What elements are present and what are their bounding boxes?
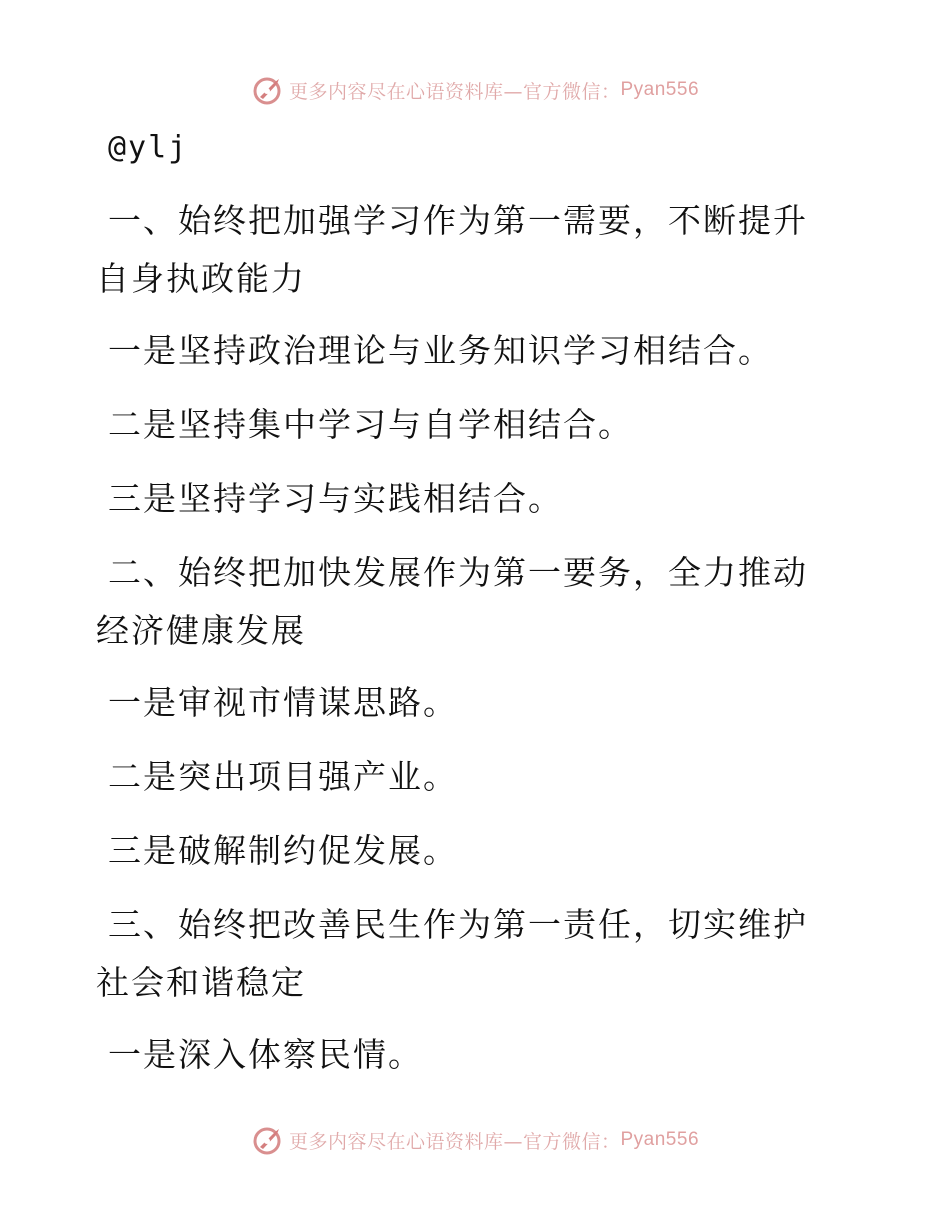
watermark-text: 更多内容尽在心语资料库—官方微信：: [288, 80, 621, 103]
section-heading-1: 一、始终把加强学习作为第一需要，不断提升自身执政能力: [96, 201, 808, 298]
list-item: 一是坚持政治理论与业务知识学习相结合。: [108, 331, 773, 370]
document-body: [96, 122, 836, 1100]
watermark-text: 更多内容尽在心语资料库—官方微信：: [288, 1130, 621, 1153]
list-item: 一是深入体察民情。: [108, 1035, 423, 1074]
watermark-banner-top: [0, 72, 950, 108]
list-item: 三是破解制约促发展。: [108, 831, 458, 870]
section-heading-2: 二、始终把加快发展作为第一要务，全力推动经济健康发展: [96, 553, 808, 650]
list-item: 三是坚持学习与实践相结合。: [108, 479, 563, 518]
pen-logo-icon: [251, 73, 285, 107]
watermark-banner-bottom: [0, 1122, 950, 1158]
author-tag: @ylj: [108, 130, 189, 165]
list-item: 二是突出项目强产业。: [108, 757, 458, 796]
pen-logo-icon: [251, 1123, 285, 1157]
watermark-account: Pyan556: [620, 1129, 700, 1150]
section-heading-3: 三、始终把改善民生作为第一责任，切实维护社会和谐稳定: [96, 905, 808, 1002]
list-item: 一是审视市情谋思路。: [108, 683, 458, 722]
list-item: 二是坚持集中学习与自学相结合。: [108, 405, 633, 444]
watermark-account: Pyan556: [620, 79, 700, 100]
